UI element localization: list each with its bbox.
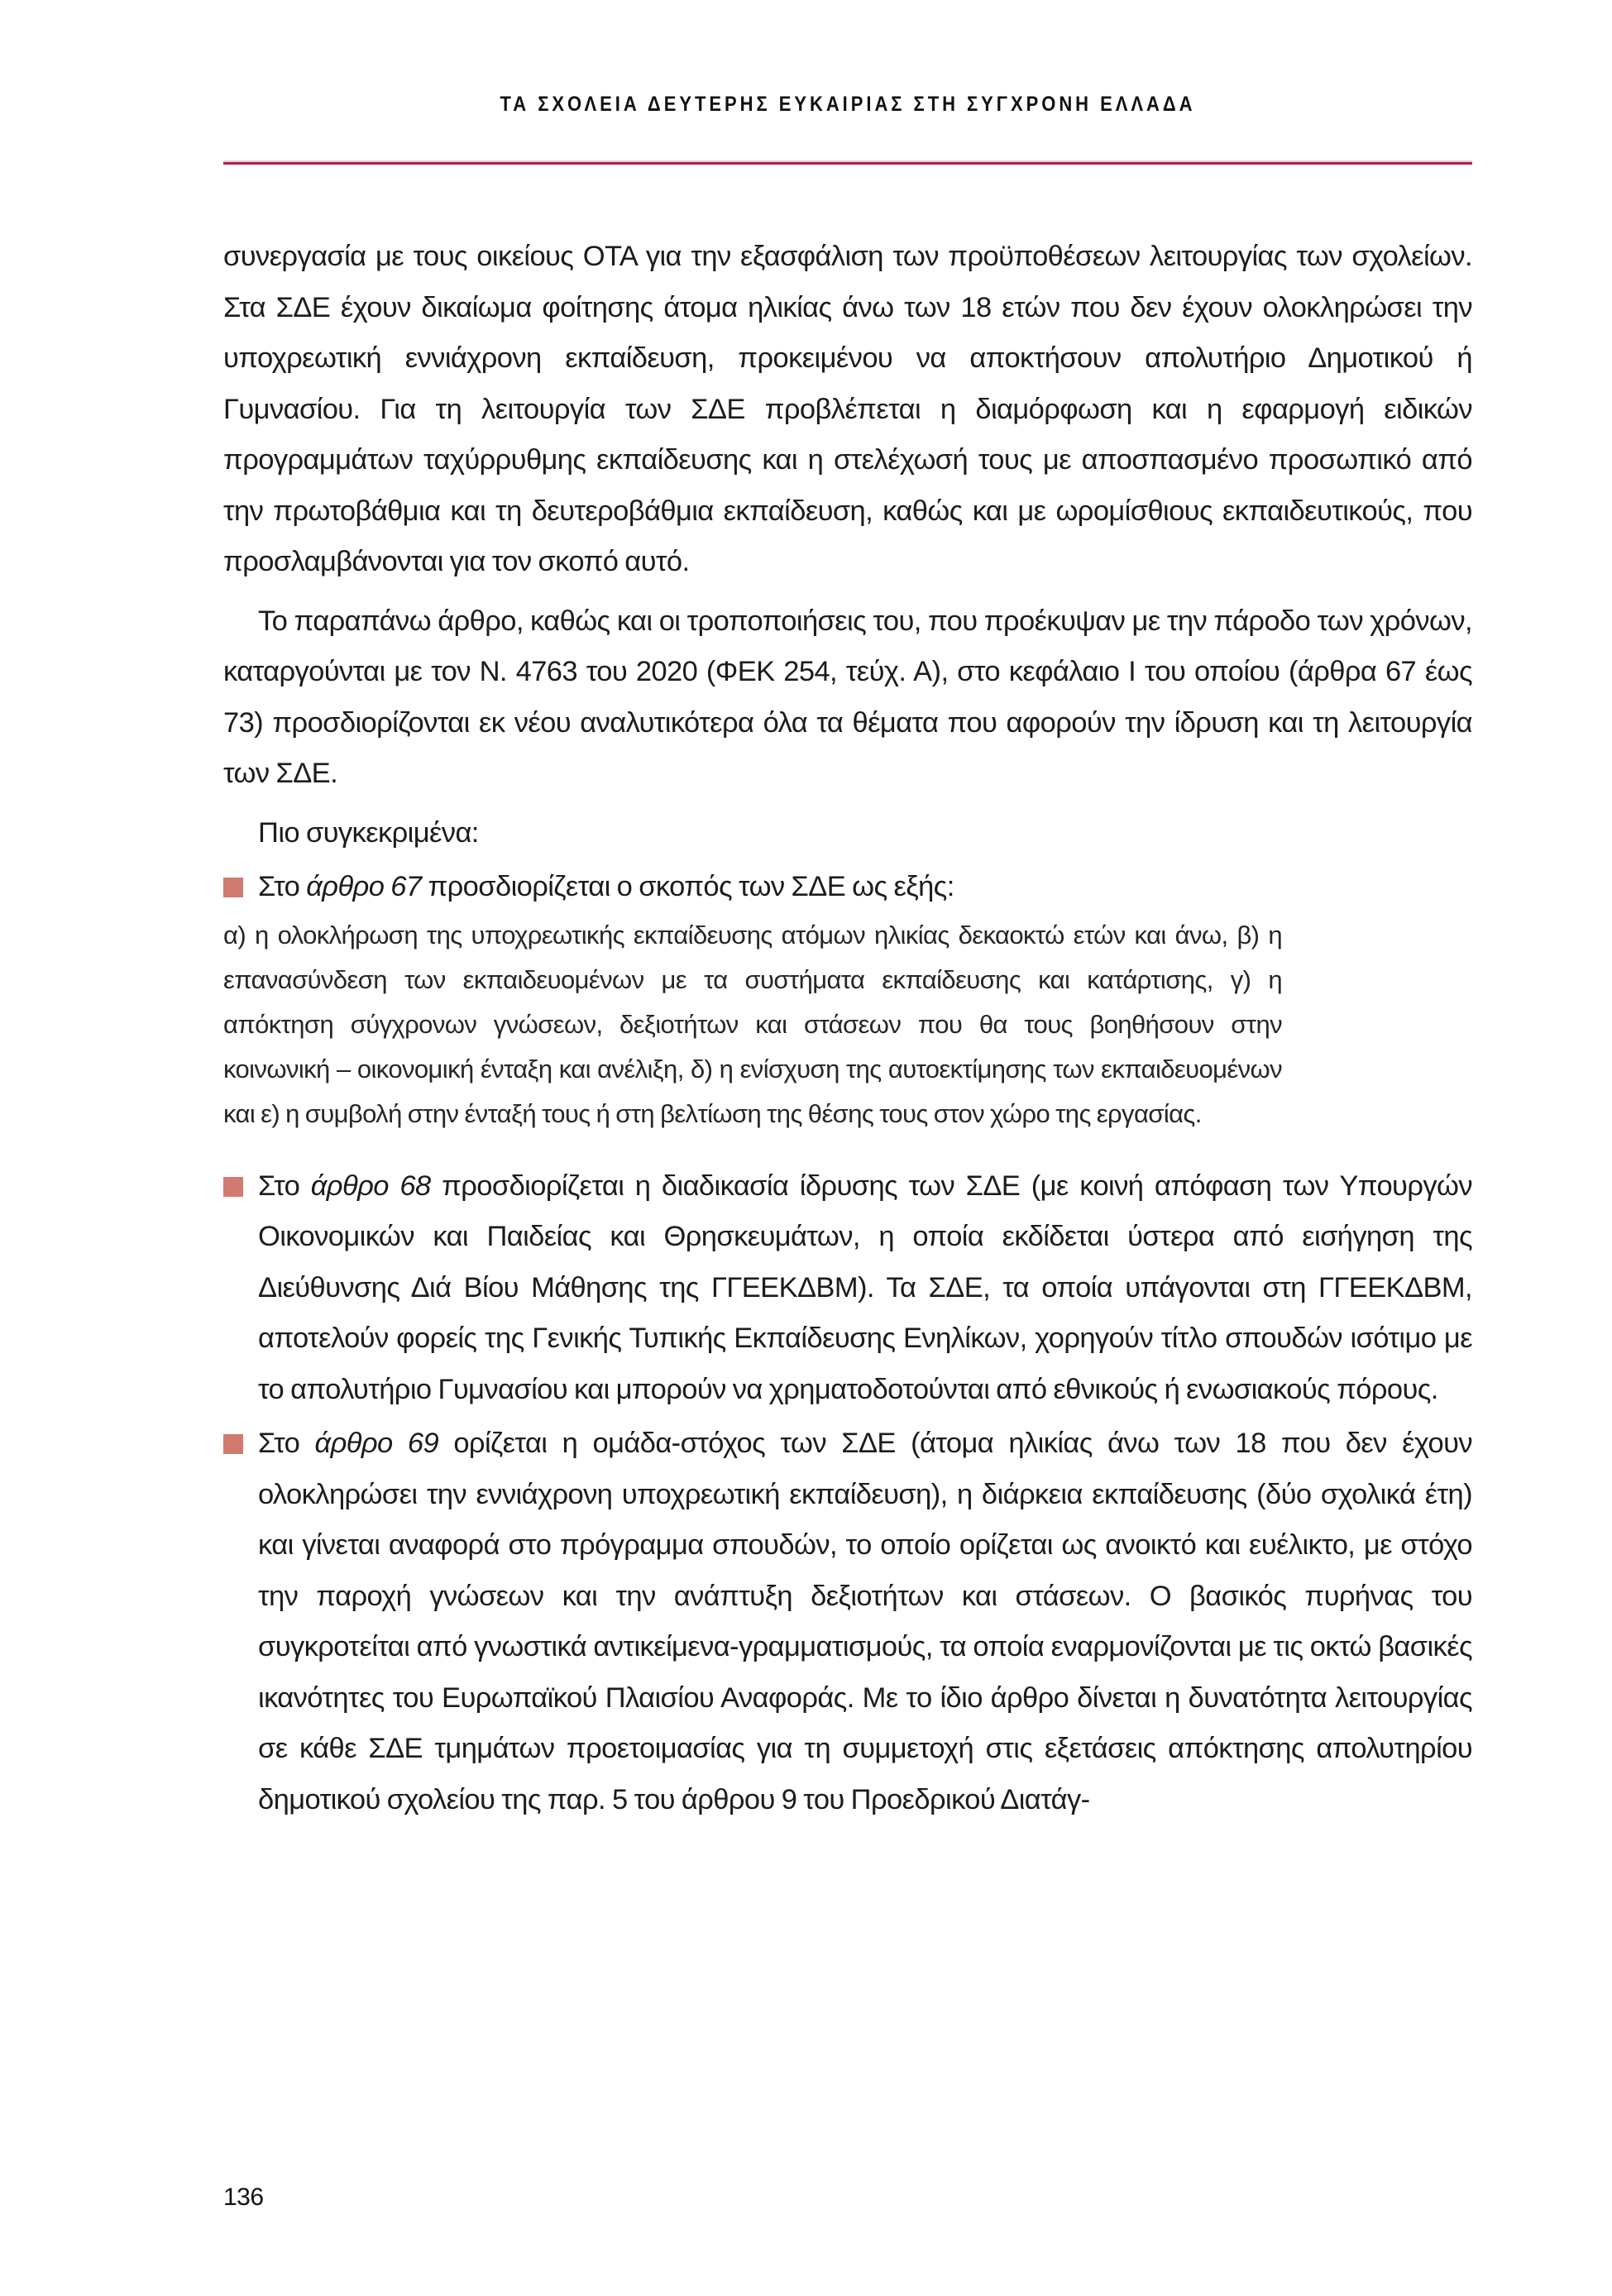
bullet-prefix: Στο [258, 1428, 315, 1459]
article-reference: άρθρο 69 [314, 1428, 439, 1459]
square-bullet-icon [223, 878, 243, 897]
bullet-article-67 [223, 862, 1472, 913]
article-reference: άρθρο 68 [310, 1170, 431, 1202]
page-number: 136 [223, 2184, 264, 2211]
article-reference: άρθρο 67 [306, 871, 422, 902]
header-rule-divider [223, 162, 1472, 165]
bullet-article-69 [223, 1418, 1472, 1825]
square-bullet-icon [223, 1177, 243, 1197]
square-bullet-icon [223, 1434, 243, 1454]
bullet-prefix: Στο [258, 871, 307, 902]
running-title: ΤΑ ΣΧΟΛΕΙΑ ΔΕΥΤΕΡΗΣ ΕΥΚΑΙΡΙΑΣ ΣΤΗ ΣΥΓΧΡΟΝΗ ΕΛΛΑΔΑ [500, 93, 1196, 116]
page-body [223, 232, 1472, 1825]
bullet-text: προσδιορίζεται η διαδικασία ίδρυσης των ΣΔΕ (με κοινή απόφαση των Υπουργών Οικονομικών και Παιδείας και Θρησκευμάτων, η οποία εκδίδεται ύστερα από εισήγηση της Διεύθυνσης Διά Βίου Μάθησης της ΓΓΕΕΚΔΒΜ). Τα ΣΔΕ, τα οποία υπάγονται στη ΓΓΕΕΚΔΒΜ, αποτελούν φορείς της Γενικής Τυπικής Εκπαίδευσης Ενηλίκων, χορηγούν τίτλο σπουδών ισότιμο με το απολυτήριο Γυμνασίου και μπορούν να χρηματοδοτούνται από εθνικούς ή ενωσιακούς πόρους. [258, 1170, 1472, 1405]
bullet-text: προσδιορίζεται ο σκοπός των ΣΔΕ ως εξής: [421, 871, 954, 902]
bullet-prefix: Στο [258, 1170, 311, 1202]
paragraph-1: συνεργασία με τους οικείους ΟΤΑ για την εξασφάλιση των προϋποθέσεων λειτουργίας των σχολείων. Στα ΣΔΕ έχουν δικαίωμα φοίτησης άτομα ηλικίας άνω των 18 ετών που δεν έχουν ολοκληρώσει την υποχρεωτική εννιάχρονη εκπαίδευση, προκειμένου να αποκτήσουν απολυτήριο Δημοτικού ή Γυμνασίου. Για τη λειτουργία των ΣΔΕ προβλέπεται η διαμόρφωση και η εφαρμογή ειδικών προγραμμάτων ταχύρρυθμης εκπαίδευσης και η στελέχωσή τους με αποσπασμένο προσωπικό από την πρωτοβάθμια και τη δευτεροβάθμια εκπαίδευση, καθώς και με ωρομίσθιους εκπαιδευτικούς, που προσλαμβάνονται για τον σκοπό αυτό. [223, 241, 1472, 577]
article-67-quote: α) η ολοκλήρωση της υποχρεωτικής εκπαίδευσης ατόμων ηλικίας δεκαοκτώ ετών και άνω, β) η επανασύνδεση των εκπαιδευομένων με τα συστήματα εκπαίδευσης και κατάρτισης, γ) η απόκτηση σύγχρονων γνώσεων, δεξιοτήτων και στάσεων που θα τους βοηθήσουν στην κοινωνική – οικονομική ένταξη και ανέλιξη, δ) η ενίσχυση της αυτοεκτίμησης των εκπαιδευομένων και ε) η συμβολή στην ένταξή τους ή στη βελτίωση της θέσης τους στον χώρο της εργασίας. [223, 920, 1282, 1128]
bullet-article-68 [223, 1161, 1472, 1416]
paragraph-2: Το παραπάνω άρθρο, καθώς και οι τροποποιήσεις του, που προέκυψαν με την πάροδο των χρόνων, καταργούνται με τον Ν. 4763 του 2020 (ΦΕΚ 254, τεύχ. Α), στο κεφάλαιο Ι του οποίου (άρθρα 67 έως 73) προσδιορίζονται εκ νέου αναλυτικότερα όλα τα θέματα που αφορούν την ίδρυση και τη λειτουργία των ΣΔΕ. [223, 605, 1472, 789]
bullet-text: ορίζεται η ομάδα-στόχος των ΣΔΕ (άτομα ηλικίας άνω των 18 που δεν έχουν ολοκληρώσει την εννιάχρονη υποχρεωτική εκπαίδευση), η διάρκεια εκπαίδευσης (δύο σχολικά έτη) και γίνεται αναφορά στο πρόγραμμα σπουδών, το οποίο ορίζεται ως ανοικτό και ευέλικτο, με στόχο την παροχή γνώσεων και την ανάπτυξη δεξιοτήτων και στάσεων. Ο βασικός πυρήνας του συγκροτείται από γνωστικά αντικείμενα-γραμματισμούς, τα οποία εναρμονίζονται με τις οκτώ βασικές ικανότητες του Ευρωπαϊκού Πλαισίου Αναφοράς. Με το ίδιο άρθρο δίνεται η δυνατότητα λειτουργίας σε κάθε ΣΔΕ τμημάτων προετοιμασίας για τη συμμετοχή στις εξετάσεις απόκτησης απολυτηρίου δημοτικού σχολείου της παρ. 5 του άρθρου 9 του Προεδρικού Διατάγ- [258, 1428, 1472, 1815]
lead-in-text: Πιο συγκεκριμένα: [258, 816, 479, 849]
